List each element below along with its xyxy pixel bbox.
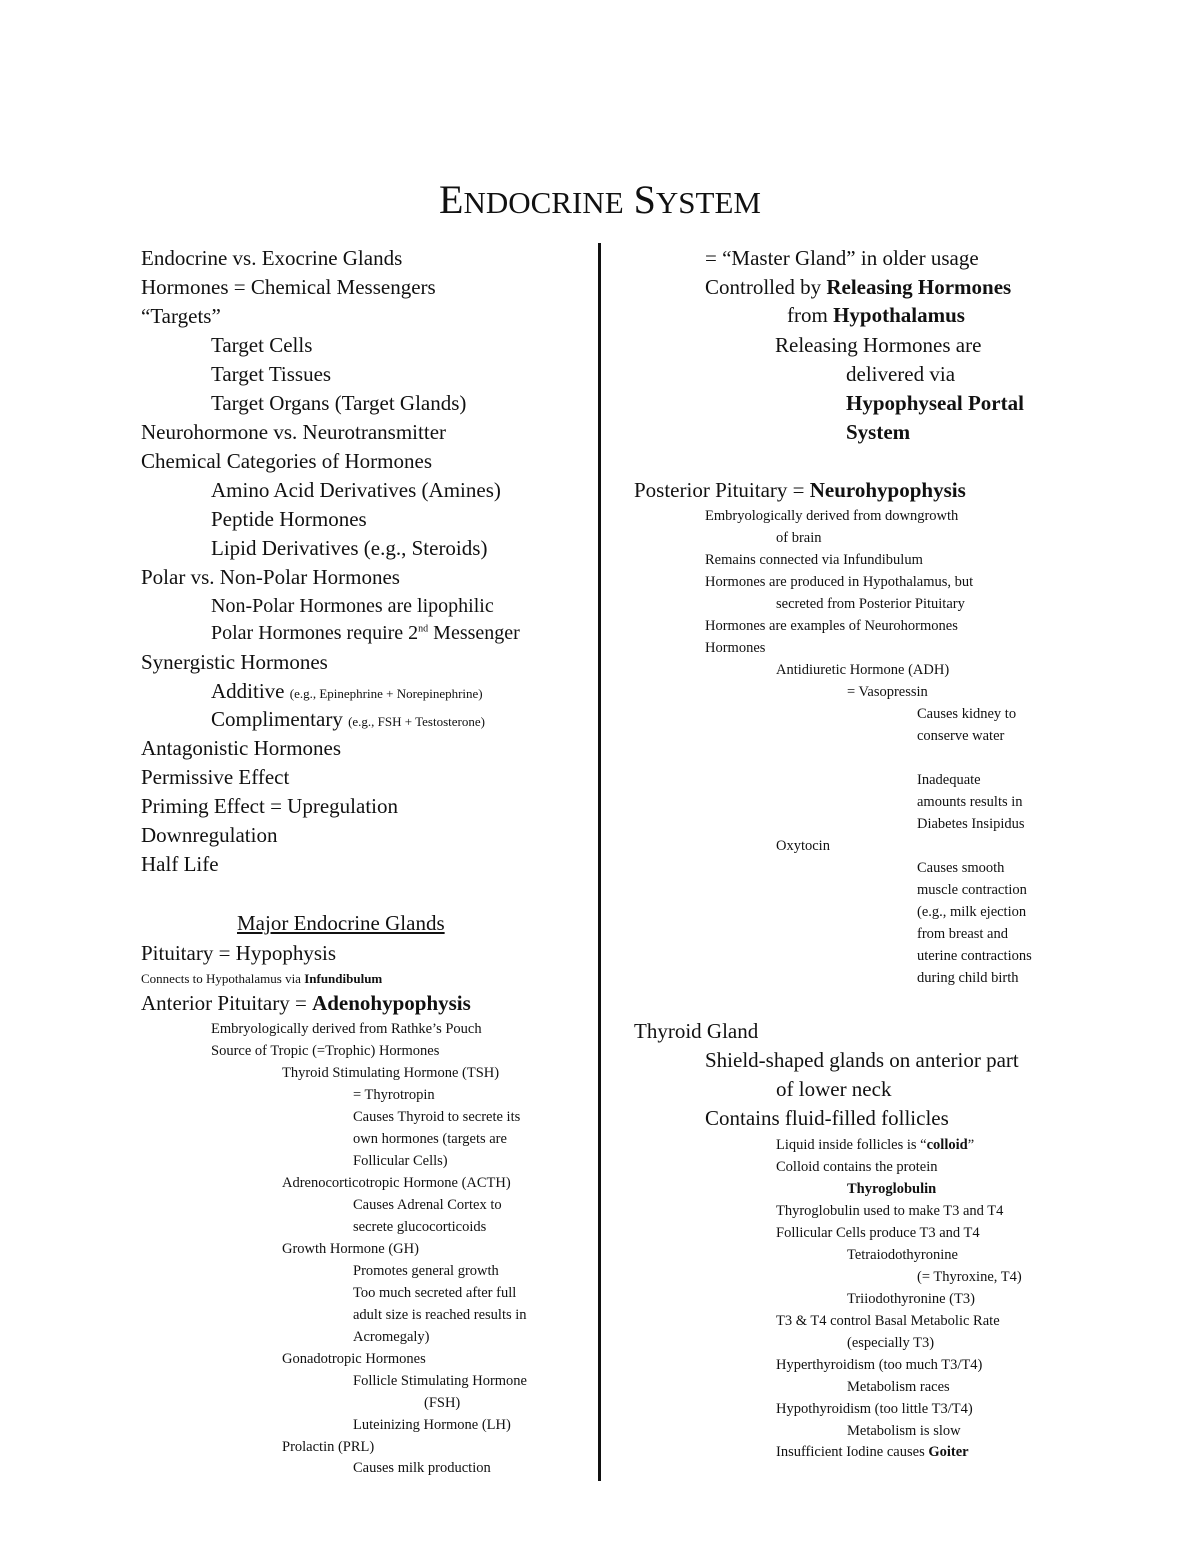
text-line: Follicular Cells produce T3 and T4	[776, 1225, 980, 1241]
text-line: Priming Effect = Upregulation	[141, 794, 398, 818]
text-line	[141, 991, 471, 1016]
text-line: Diabetes Insipidus	[917, 816, 1025, 832]
text-line: Permissive Effect	[141, 765, 290, 789]
text-line: during child birth	[917, 970, 1019, 986]
text-line: delivered via	[846, 362, 956, 386]
text-line: = Vasopressin	[847, 684, 928, 700]
text-span: (e.g., Epinephrine + Norepinephrine)	[289, 686, 483, 701]
text-line: Thyroglobulin	[847, 1181, 937, 1197]
text-line: secrete glucocorticoids	[353, 1219, 487, 1235]
text-span: Connects to Hypothalamus via	[141, 971, 305, 986]
text-line: = Thyrotropin	[353, 1087, 435, 1103]
text-line: Causes Thyroid to secrete its	[353, 1109, 521, 1125]
title-smallcaps-1: NDOCRINE	[463, 185, 624, 220]
text-line: conserve water	[917, 728, 1005, 744]
text-line: Neurohormone vs. Neurotransmitter	[141, 420, 447, 444]
text-line	[141, 971, 382, 987]
page-title	[0, 178, 1200, 225]
text-line: secreted from Posterior Pituitary	[776, 596, 965, 612]
text-line: Non-Polar Hormones are lipophilic	[211, 595, 494, 617]
text-line: Polar vs. Non-Polar Hormones	[141, 565, 400, 589]
text-line: Causes milk production	[353, 1460, 491, 1476]
text-line: Thyroglobulin used to make T3 and T4	[776, 1203, 1004, 1219]
text-line: Inadequate	[917, 772, 981, 788]
title-smallcaps-2: YSTEM	[655, 185, 761, 220]
text-line: Triiodothyronine (T3)	[847, 1291, 975, 1307]
text-line: Causes kidney to	[917, 706, 1017, 722]
text-line: (especially T3)	[847, 1335, 935, 1351]
text-line: adult size is reached results in	[353, 1307, 527, 1323]
text-line: Acromegaly)	[353, 1329, 430, 1345]
text-line: Too much secreted after full	[353, 1285, 517, 1301]
text-line: Hormones are examples of Neurohormones	[705, 618, 958, 634]
text-line: Follicular Cells)	[353, 1153, 448, 1169]
text-line: Remains connected via Infundibulum	[705, 552, 923, 568]
text-line: Hormones = Chemical Messengers	[141, 275, 436, 299]
title-cap-2: S	[633, 177, 656, 222]
text-line: Thyroid Stimulating Hormone (TSH)	[282, 1065, 500, 1081]
text-line	[211, 622, 520, 645]
text-span: Complimentary	[211, 707, 349, 731]
text-line: Adrenocorticotropic Hormone (ACTH)	[282, 1175, 511, 1191]
text-line: from breast and	[917, 926, 1008, 942]
text-line: Causes smooth	[917, 860, 1005, 876]
text-span: Infundibulum	[304, 971, 383, 986]
text-span: Polar Hormones require 2	[211, 622, 419, 644]
text-line: Hyperthyroidism (too much T3/T4)	[776, 1357, 983, 1373]
text-line: (FSH)	[424, 1395, 461, 1411]
text-line: Colloid contains the protein	[776, 1159, 938, 1175]
text-line	[776, 1137, 974, 1154]
text-line: Gonadotropic Hormones	[282, 1351, 426, 1367]
column-divider	[598, 243, 601, 1481]
text-line: System	[846, 420, 911, 444]
text-line	[787, 303, 965, 328]
text-line: Oxytocin	[776, 838, 830, 854]
text-line: Promotes general growth	[353, 1263, 499, 1279]
text-line	[211, 679, 483, 704]
text-line: uterine contractions	[917, 948, 1032, 964]
text-span: Goiter	[928, 1444, 969, 1460]
text-line: Endocrine vs. Exocrine Glands	[141, 246, 403, 270]
text-line: of brain	[776, 530, 822, 546]
text-line: Causes Adrenal Cortex to	[353, 1197, 502, 1213]
text-span: Messenger	[428, 622, 520, 644]
section-heading: Major Endocrine Glands	[237, 911, 445, 935]
text-span: Controlled by	[705, 275, 827, 299]
text-line	[211, 707, 485, 732]
text-line: Synergistic Hormones	[141, 650, 328, 674]
text-line: Embryologically derived from Rathke’s Pouch	[211, 1021, 482, 1037]
text-line: Metabolism is slow	[847, 1423, 961, 1439]
text-line: Peptide Hormones	[211, 507, 367, 531]
text-line: Target Organs (Target Glands)	[211, 391, 467, 415]
text-line: Target Cells	[211, 333, 313, 357]
text-line: Lipid Derivatives (e.g., Steroids)	[211, 536, 488, 560]
text-line: own hormones (targets are	[353, 1131, 507, 1147]
text-span: from	[787, 303, 834, 327]
text-span: Releasing Hormones	[826, 275, 1012, 299]
text-line: Prolactin (PRL)	[282, 1439, 375, 1455]
text-line: Antagonistic Hormones	[141, 736, 342, 760]
text-span: ”	[967, 1137, 975, 1153]
text-line: Source of Tropic (=Trophic) Hormones	[211, 1043, 440, 1059]
text-span: Hypothalamus	[833, 303, 965, 327]
text-line: amounts results in	[917, 794, 1023, 810]
text-line: Hormones	[705, 640, 766, 656]
text-line	[776, 1444, 969, 1461]
title-cap-1: E	[439, 177, 464, 222]
superscript: nd	[418, 623, 429, 635]
text-line: Releasing Hormones are	[775, 333, 982, 357]
text-span: Neurohypophysis	[809, 478, 966, 502]
text-line: Half Life	[141, 852, 219, 876]
text-line: muscle contraction	[917, 882, 1027, 898]
text-line: Tetraiodothyronine	[847, 1247, 958, 1263]
text-line: Shield-shaped glands on anterior part	[705, 1048, 1019, 1072]
text-line	[705, 275, 1011, 300]
text-line: Growth Hormone (GH)	[282, 1241, 419, 1257]
text-line: Hypophyseal Portal	[846, 391, 1024, 415]
text-line: Hormones are produced in Hypothalamus, but	[705, 574, 974, 590]
text-line: (= Thyroxine, T4)	[917, 1269, 1022, 1285]
text-span: Adenohypophysis	[312, 991, 471, 1015]
text-line: Luteinizing Hormone (LH)	[353, 1417, 511, 1433]
text-span: colloid	[926, 1137, 968, 1153]
text-span: Additive	[211, 679, 290, 703]
text-line: Thyroid Gland	[634, 1019, 759, 1043]
text-line: Embryologically derived from downgrowth	[705, 508, 959, 524]
text-line: = “Master Gland” in older usage	[705, 246, 979, 270]
text-line: Contains fluid-filled follicles	[705, 1106, 949, 1130]
text-line: Amino Acid Derivatives (Amines)	[211, 478, 501, 502]
text-line: Antidiuretic Hormone (ADH)	[776, 662, 950, 678]
text-line: Chemical Categories of Hormones	[141, 449, 433, 473]
text-line: Pituitary = Hypophysis	[141, 941, 337, 965]
text-line: (e.g., milk ejection	[917, 904, 1027, 920]
text-line: Target Tissues	[211, 362, 332, 386]
text-line: Metabolism races	[847, 1379, 950, 1395]
text-span: Insufficient Iodine causes	[776, 1444, 929, 1460]
text-line: Downregulation	[141, 823, 278, 847]
text-line: T3 & T4 control Basal Metabolic Rate	[776, 1313, 1000, 1329]
text-line: of lower neck	[776, 1077, 892, 1101]
text-line: Hypothyroidism (too little T3/T4)	[776, 1401, 973, 1417]
text-span: Posterior Pituitary =	[634, 478, 810, 502]
text-span: Liquid inside follicles is “	[776, 1137, 927, 1153]
text-span: (e.g., FSH + Testosterone)	[348, 714, 485, 729]
text-line	[634, 478, 966, 503]
text-span: Anterior Pituitary =	[141, 991, 313, 1015]
text-line: “Targets”	[141, 304, 221, 328]
text-line: Follicle Stimulating Hormone	[353, 1373, 527, 1389]
